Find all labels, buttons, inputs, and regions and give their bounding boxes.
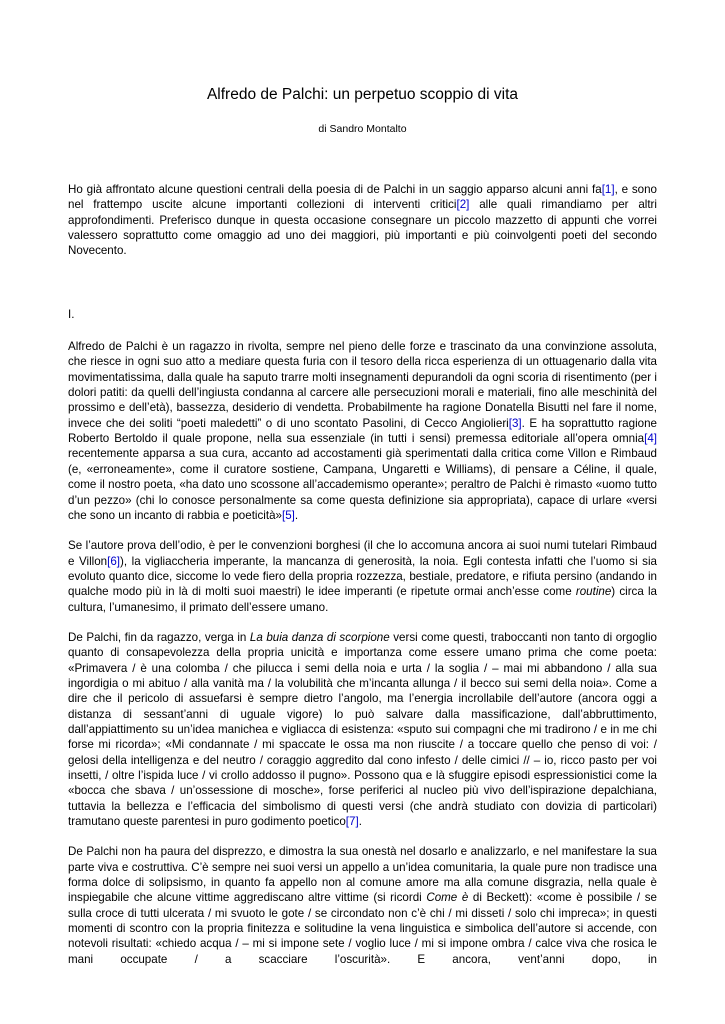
paragraph-intro [68,182,657,259]
text-run: Ho già affrontato alcune questioni centrali della poesia di de Palchi in un saggio apparso alcuni anni fa [68,183,602,196]
text-run: Alfredo de Palchi è un ragazzo in rivolta, sempre nel pieno delle forze e trascinato da una convinzione assoluta, che riesce in ogni suo atto a mediare questa furia con il tesoro della ricca esperienza di un ottuagenario dalla vita movimentatissima, dalla quale ha saputo trarre molti insegnamenti depurandoli da ogni scoria di risentimento (per i dolori patiti: da quelli dell’ingiusta condanna al carcere alle persecuzioni morali e materiali, fino alle meschinità del prossimo e dell’età), bassezza, desiderio di vendetta. Probabilmente ha ragione Donatella Bisutti nel fare il nome, invece che dei soliti “poeti maledetti” o di uno scontato Pasolini, di Cecco Angiolieri [68,340,657,430]
text-run: . [294,508,299,522]
footnote-link-2[interactable]: [2] [456,198,470,212]
footnote-link-7[interactable]: [7] [345,815,359,829]
paragraph-2 [68,339,657,523]
text-run: . E ha soprattutto ragione Roberto Bertoldo il quale propone, nella sua essenziale (in tutti i sensi) premessa editoriale all’opera omnia [68,416,657,446]
footnote-link-3[interactable]: [3] [508,416,522,430]
footnote-link-1[interactable]: [1] [601,183,615,196]
italic-text: La buia danza di scorpione [249,630,390,644]
text-run: recentemente apparsa a sua cura, accanto ad accostamenti già sperimentati dalla critica come Villon e Rimbaud (e, «erroneamente», come il curatore sostiene, Campana, Ungaretti e Williams), di pensare a Céline, il quale, come il nostro poeta, «ha dato uno scossone all’accademismo operante»; peraltro de Palchi è rimasto «uomo tutto d’un pezzo» (chi lo conosce personalmente sa come questa definizione sia appropriata), capace di urlare «versi che sono un incanto di rabbia e poeticità» [68,447,657,522]
paragraph-3 [68,538,657,615]
document-title: Alfredo de Palchi: un perpetuo scoppio di vita [206,86,519,103]
paragraph-5 [68,844,657,967]
section-heading: I. [68,307,75,321]
text-run: Se l’autore prova dell’odio, è per le convenzioni borghesi (il che lo accomuna ancora ai suoi numi tutelari Rimbaud e Villon [68,539,657,568]
document-body [68,182,657,967]
text-run: , e sono nel frattempo uscite alcune importanti collezioni di interventi critici [68,183,657,212]
text-run: De Palchi, fin da ragazzo, verga in [68,630,250,644]
footnote-link-5[interactable]: [5] [282,508,295,522]
text-run: di Beckett): «come è possibile / se sulla croce di tutti ulcerata / mi svuoto le gote / se circondato non c’è chi / mi disseti / solo chi impreca»; in questi momenti di scontro con la propria finitezza e solitudine la vena linguistica e simbolica dell’autore si accende, con notevoli risultati: «chiedo acqua / – mi si impone sete / voglio luce / mi si impone ombra / calce viva che rosica le mani occupate / a scacciare l’oscurità». E ancora, vent’anni dopo, in [68,891,657,966]
text-run: versi come questi, traboccanti non tanto di orgoglio quanto di consapevolezza della propria unicità e importanza come essere umano prima che come poeta: «Primavera / è una colomba / che pilucca i semi della noia e urta / la soglia / – mai mi abbandono / alla sua ingordigia o mi abituo / alla vanità ma / la volubilità che m’incanta allunga / il becco sui semi della noia». Come a dire che il pericolo di assuefarsi è sempre dietro l’angolo, ma l’energia incrollabile dell’autore (ancora oggi a distanza di sessant’anni di uguale vigore) lo può salvare dalla massificazione, dall’abbruttimento, dall’appiattimento su un’idea manichea e vigliacca di esistenza: «sputo sui compagni che mi tradirono / e in me chi forse mi ricorda»; «Mi condannate / mi spaccate le ossa ma non riuscite / a toccare quello che penso di voi: / gelosi della intelligenza e del neutro / coraggio aggredito dal cono infesto / delle cimici // – io, ricco pasto per voi insetti, / oltre l’ispida luce / vi crollo addosso il pugno». Possono qua e là sfuggire episodi espressionistici come la «bocca che sbava / un’ossessione di mosche», forse periferici al nucleo più vivo dell’ispirazione depalchiana, tuttavia la bellezza e l’efficacia del simbolismo di questi versi (che andrà studiato con dovizia di particolari) tramutano queste parentesi in puro godimento poetico [68,630,657,829]
italic-text: Come è [426,891,469,905]
text-run: De Palchi non ha paura del disprezzo, e dimostra la sua onestà nel dosarlo e analizzarlo, e nel manifestare la sua parte viva e costruttiva. C’è sempre nei suoi versi un appello a un’idea comunitaria, la quale pure non tradisce una forma dolce di solipsismo, in quanto fa appello non al comune amore ma alla comune disgrazia, nella quale è inspiegabile che alcune vittime aggrediscano altre vittime (si ricordi [68,845,657,905]
footnote-link-6[interactable]: [6] [107,554,121,568]
text-run: ) circa la cultura, l’umanesimo, il primato dell’essere umano. [68,585,658,614]
footnote-link-4[interactable]: [4] [644,432,657,446]
italic-text: routine [575,585,612,599]
paragraph-4 [68,630,657,829]
text-run: ), la vigliaccheria imperante, la mancanza di generosità, la noia. Egli contesta infatti che l’uomo si sia evoluto quanto dice, siccome lo vede fiero della propria rozzezza, bestiale, predatore, e rifiuta persino (andando in qualche modo più in là di molti suoi maestri) le idee imperanti (e ripetute ormai anch’esse come [68,554,657,599]
document-author: di Sandro Montalto [318,123,407,135]
text-run: alle quali rimandiamo per altri approfondimenti. Preferisco dunque in questa occasione consegnare un piccolo mazzetto di appunti che vorrei valessero soprattutto come omaggio ad uno dei maggiori, più importanti e più coinvolgenti poeti del secondo Novecento. [68,198,657,258]
text-run: . [358,815,362,829]
